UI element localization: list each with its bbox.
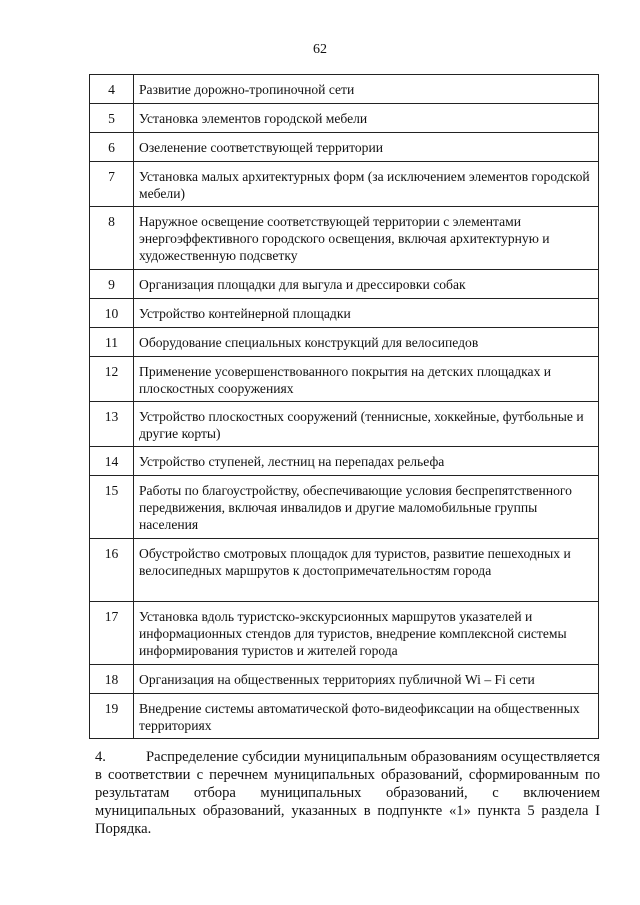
table-row	[90, 104, 599, 133]
row-number: 17	[90, 602, 134, 665]
row-number: 19	[90, 694, 134, 739]
row-number: 14	[90, 447, 134, 476]
table-row	[90, 270, 599, 299]
row-text: Установка элементов городской мебели	[134, 104, 599, 133]
row-number: 10	[90, 299, 134, 328]
row-number: 13	[90, 402, 134, 447]
row-text: Обустройство смотровых площадок для туристов, развитие пешеходных и велосипедных маршрутов к достопримечательностям города	[134, 539, 599, 602]
row-text: Работы по благоустройству, обеспечивающие условия беспрепятственного передвижения, включая инвалидов и другие маломобильные группы населения	[134, 476, 599, 539]
row-number: 11	[90, 328, 134, 357]
row-text: Установка малых архитектурных форм (за исключением элементов городской мебели)	[134, 162, 599, 207]
row-number: 12	[90, 357, 134, 402]
row-number: 18	[90, 665, 134, 694]
row-text: Наружное освещение соответствующей территории с элементами энергоэффективного городского освещения, включая архитектурную и художественную подсветку	[134, 207, 599, 270]
row-text: Устройство контейнерной площадки	[134, 299, 599, 328]
table-row	[90, 447, 599, 476]
row-text: Устройство плоскостных сооружений (теннисные, хоккейные, футбольные и другие корты)	[134, 402, 599, 447]
row-number: 7	[90, 162, 134, 207]
table-row	[90, 665, 599, 694]
page-number: 62	[313, 42, 327, 57]
paragraph-text: Распределение субсидии муниципальным образованиям осуществляется в соответствии с перечнем муниципальных образований, сформированным по результатам отбора муниципальных образований, с включением муниципальных образований, указанных в подпункте «1» пункта 5 раздела I Порядка.	[95, 749, 600, 837]
measures-table	[89, 74, 599, 739]
row-text: Развитие дорожно-тропиночной сети	[134, 75, 599, 104]
row-text: Организация на общественных территориях публичной Wi – Fi сети	[134, 665, 599, 694]
row-number: 6	[90, 133, 134, 162]
row-text: Организация площадки для выгула и дрессировки собак	[134, 270, 599, 299]
table-row	[90, 299, 599, 328]
row-text: Внедрение системы автоматической фото-видеофиксации на общественных территориях	[134, 694, 599, 739]
table-row	[90, 357, 599, 402]
row-text: Оборудование специальных конструкций для велосипедов	[134, 328, 599, 357]
paragraph-number: 4.	[95, 749, 106, 765]
row-text: Устройство ступеней, лестниц на перепадах рельефа	[134, 447, 599, 476]
table-row	[90, 162, 599, 207]
paragraph-4	[95, 748, 600, 838]
table-row	[90, 602, 599, 665]
table-row	[90, 402, 599, 447]
table-row	[90, 539, 599, 602]
table-row	[90, 133, 599, 162]
row-number: 8	[90, 207, 134, 270]
row-text: Озеленение соответствующей территории	[134, 133, 599, 162]
row-number: 5	[90, 104, 134, 133]
row-number: 15	[90, 476, 134, 539]
row-text: Установка вдоль туристско-экскурсионных маршрутов указателей и информационных стендов для туристов, внедрение комплексной системы информирования туристов и жителей города	[134, 602, 599, 665]
row-text: Применение усовершенствованного покрытия на детских площадках и плоскостных сооружениях	[134, 357, 599, 402]
table-row	[90, 476, 599, 539]
row-number: 16	[90, 539, 134, 602]
table-row	[90, 328, 599, 357]
table-row	[90, 75, 599, 104]
table-row	[90, 694, 599, 739]
table-row	[90, 207, 599, 270]
row-number: 4	[90, 75, 134, 104]
row-number: 9	[90, 270, 134, 299]
